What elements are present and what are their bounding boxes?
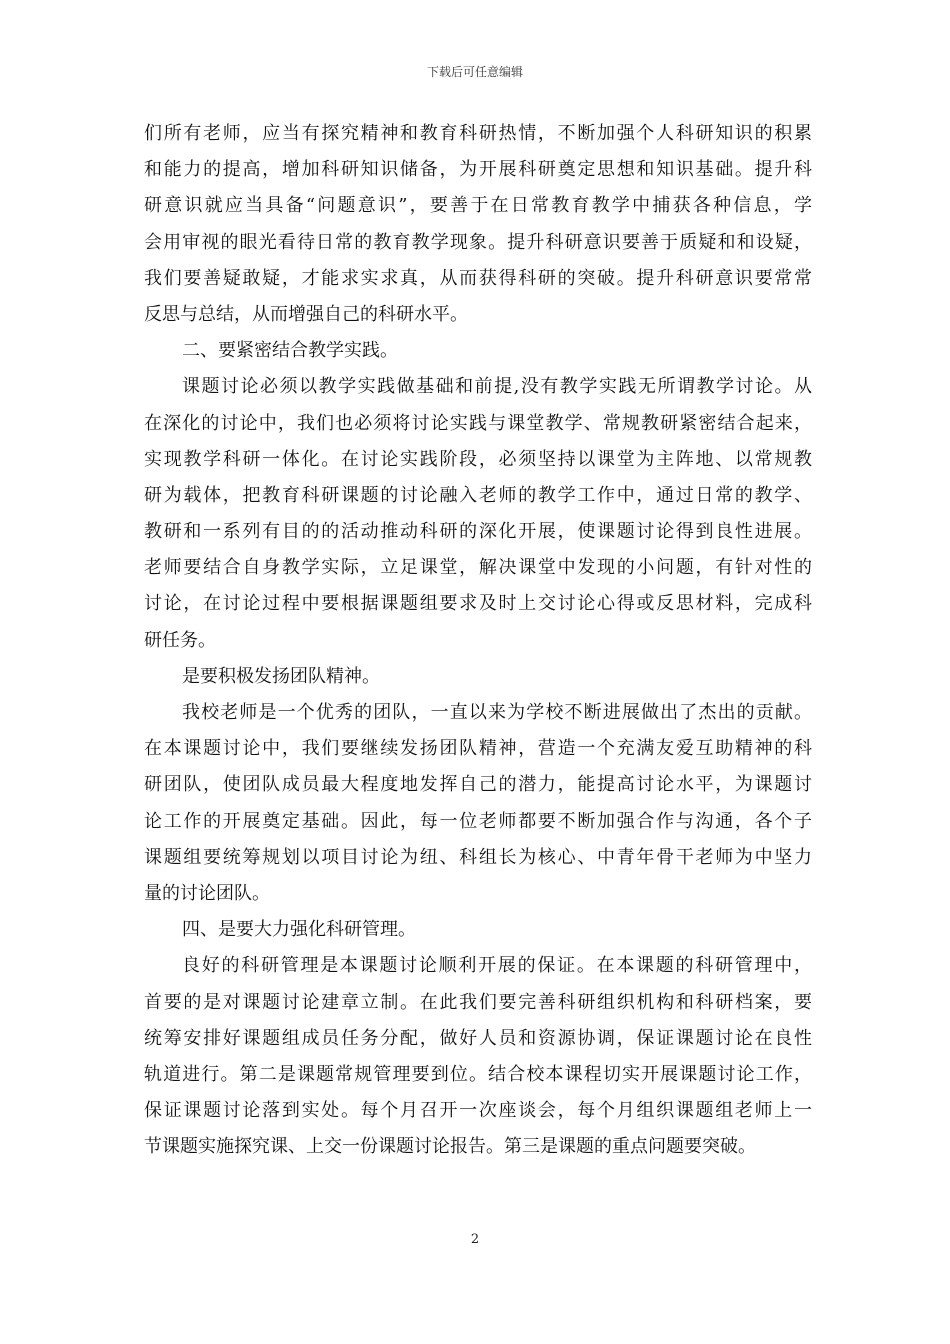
text-line: 课题组要统筹规划以项目讨论为纽、科组长为核心、中青年骨干老师为中坚力 <box>144 846 812 868</box>
text-line: 保证课题讨论落到实处。每个月召开一次座谈会，每个月组织课题组老师上一 <box>144 1100 812 1122</box>
text-line: 量的讨论团队。 <box>144 882 270 904</box>
paragraph <box>144 116 812 333</box>
text-line: 教研和一系列有目的的活动推动科研的深化开展，使课题讨论得到良性进展。 <box>144 521 812 543</box>
text-line: 轨道进行。第二是课题常规管理要到位。结合校本课程切实开展课题讨论工作， <box>144 1063 812 1085</box>
text-line: 和能力的提高，增加科研知识储备，为开展科研奠定思想和知识基础。提升科 <box>144 159 812 181</box>
text-line: 研为载体，把教育科研课题的讨论融入老师的教学工作中，通过日常的教学、 <box>144 484 812 506</box>
text-line: 在本课题讨论中，我们要继续发扬团队精神，营造一个充满友爱互助精神的科 <box>144 738 812 760</box>
text-line: 在深化的讨论中，我们也必须将讨论实践与课堂教学、常规教研紧密结合起来， <box>144 412 812 434</box>
text-line: 是要积极发扬团队精神。 <box>182 665 380 687</box>
text-line: 会用审视的眼光看待日常的教育教学现象。提升科研意识要善于质疑和和设疑， <box>144 231 812 253</box>
paragraph <box>144 948 812 1165</box>
text-line: 节课题实施探究课、上交一份课题讨论报告。第三是课题的重点问题要突破。 <box>144 1136 756 1158</box>
text-line: 实现教学科研一体化。在讨论实践阶段，必须坚持以课堂为主阵地、以常规教 <box>144 448 812 470</box>
text-line: 四、是要大力强化科研管理。 <box>182 919 416 941</box>
section-heading <box>144 659 812 695</box>
text-line: 论工作的开展奠定基础。因此，每一位老师都要不断加强合作与沟通，各个子 <box>144 810 812 832</box>
text-line: 们所有老师，应当有探究精神和教育科研热情，不断加强个人科研知识的积累 <box>144 123 812 144</box>
text-line: 反思与总结，从而增强自己的科研水平。 <box>144 303 468 325</box>
section-heading <box>144 912 812 948</box>
text-line: 老师要结合自身教学实际，立足课堂，解决课堂中发现的小问题，有针对性的 <box>144 557 812 579</box>
paragraph <box>144 369 812 659</box>
body-text <box>144 116 812 1165</box>
text-line: 研任务。 <box>144 629 216 651</box>
text-line: 二、要紧密结合教学实践。 <box>182 340 398 362</box>
section-heading <box>144 333 812 369</box>
page-number: 2 <box>470 1232 480 1247</box>
text-line: 良好的科研管理是本课题讨论顺利开展的保证。在本课题的科研管理中， <box>182 955 812 977</box>
text-line: 研团队，使团队成员最大程度地发挥自己的潜力，能提高讨论水平，为课题讨 <box>144 774 812 796</box>
text-line: 讨论，在讨论过程中要根据课题组要求及时上交讨论心得或反思材料，完成科 <box>144 593 812 615</box>
text-line: 统筹安排好课题组成员任务分配，做好人员和资源协调，保证课题讨论在良性 <box>144 1027 812 1049</box>
text-line: 我们要善疑敢疑，才能求实求真，从而获得科研的突破。提升科研意识要常常 <box>144 267 812 289</box>
text-line: 研意识就应当具备“问题意识”，要善于在日常教育教学中捕获各种信息，学 <box>144 195 812 217</box>
page-header: 下载后可任意编辑 <box>426 65 523 79</box>
text-line: 我校老师是一个优秀的团队，一直以来为学校不断进展做出了杰出的贡献。 <box>182 702 812 723</box>
text-line: 课题讨论必须以教学实践做基础和前提,没有教学实践无所谓教学讨论。从 <box>182 376 812 398</box>
paragraph <box>144 695 812 912</box>
text-line: 首要的是对课题讨论建章立制。在此我们要完善科研组织机构和科研档案，要 <box>144 991 812 1013</box>
